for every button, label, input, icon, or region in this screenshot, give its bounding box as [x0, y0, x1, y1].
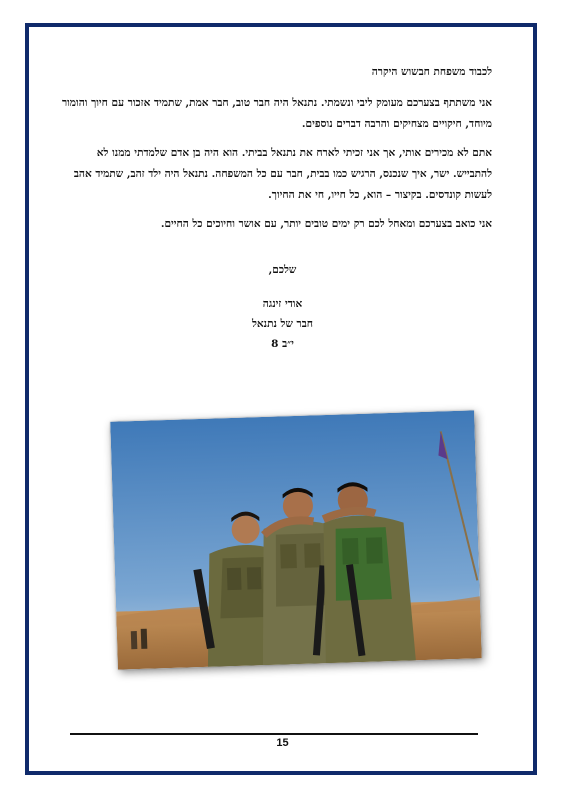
signer-class: י״ב 8 — [271, 338, 294, 350]
letter-paragraph-3: אני כואב בצערכם ומאחל לכם רק ימים טובים יותר, עם אושר וחיוכים כל החיים. — [160, 218, 492, 230]
letter-paragraph-2: אתם לא מכירים אותי, אך אני זכיתי לארח את נתנאל בביתי. הוא היה בן אדם שלמדתי ממנו לא להתבייש. ישר, איך שנכנס, הרגיש כמו בבית, חבר עם כל המשפחה. נתנאל היה ילד זהב, שתמיד אהב לעשות קונדסים. בקיצור – הוא, כל חייו, חי את החיוך. — [73, 147, 492, 201]
letter-closing: שלכם, — [268, 264, 297, 276]
signer-name: אודי זינגה — [262, 298, 303, 310]
signer-relation: חבר של נתנאל — [252, 318, 313, 330]
letter-greeting: לכבוד משפחת חבשוש היקרה — [371, 66, 492, 78]
photo-illustration — [110, 410, 482, 669]
letter-paragraph-1: אני משתתף בצערכם מעומק ליבי ונשמתי. נתנאל היה חבר טוב, חבר אמת, שתמיד אזכור עם חיוך והומור מיוחד, חיקויים מצחיקים והרבה דברים נוספים. — [61, 97, 492, 130]
page-number: 15 — [276, 737, 289, 749]
soldiers-photo — [110, 410, 482, 669]
letter-body — [60, 62, 492, 243]
footer-divider — [70, 733, 478, 735]
